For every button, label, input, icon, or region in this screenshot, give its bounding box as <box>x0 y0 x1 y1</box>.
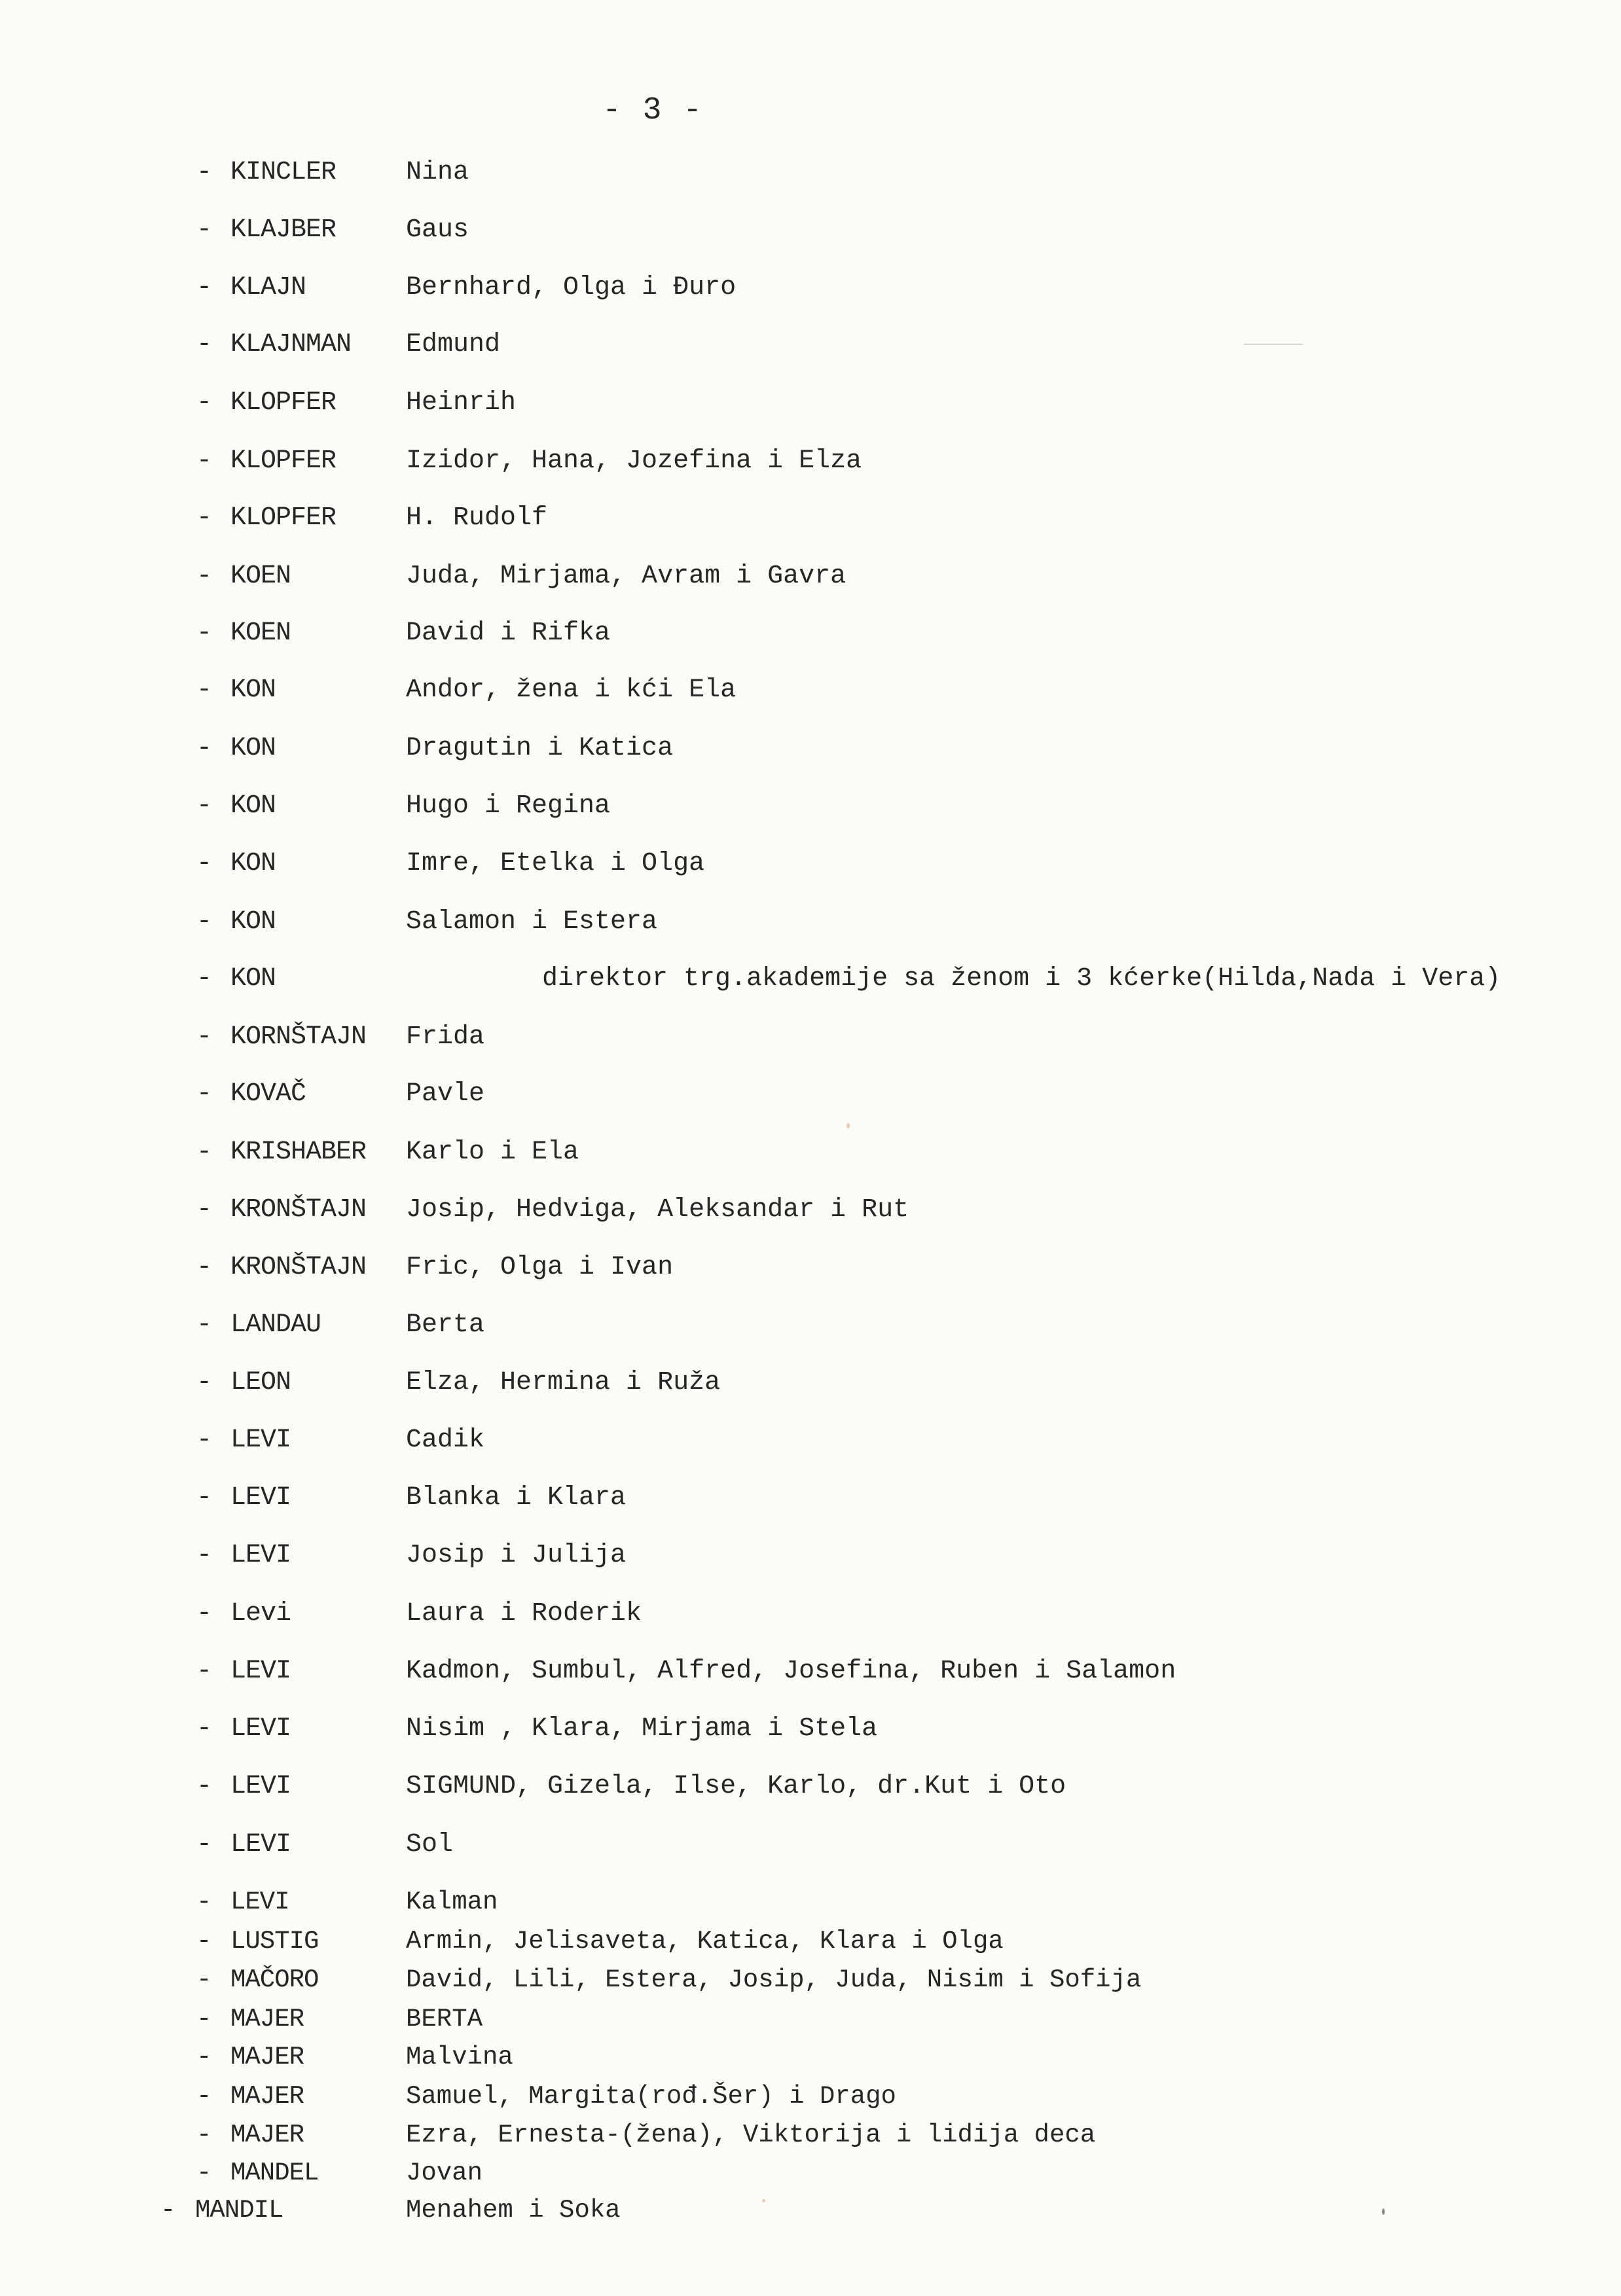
surname: LEVI <box>230 1830 291 1859</box>
given-names: Andor, žena i kći Ela <box>406 675 737 705</box>
list-item <box>196 1825 1597 1865</box>
surname: MAJER <box>230 2121 304 2149</box>
surname: LANDAU <box>230 1310 321 1340</box>
surname: KLOPFER <box>230 503 337 533</box>
bullet-dash: - <box>196 1195 213 1225</box>
list-item <box>196 1964 1597 1996</box>
given-names: Ezra, Ernesta-(žena), Viktorija i lidija deca <box>406 2121 1096 2149</box>
bullet-dash: - <box>196 1079 213 1109</box>
list-item <box>196 2119 1597 2151</box>
surname: KLAJN <box>230 273 306 302</box>
given-names: Malvina <box>406 2043 513 2072</box>
surname: MANDIL <box>195 2196 283 2225</box>
given-names: Karlo i Ela <box>406 1138 579 1167</box>
surname: KLAJNMAN <box>230 330 352 359</box>
list-item <box>196 268 1597 308</box>
surname: LEVI <box>230 1888 289 1916</box>
surname: KON <box>230 675 276 705</box>
list-item <box>196 384 1597 423</box>
surname: LEVI <box>230 1483 291 1513</box>
list-item <box>196 499 1597 538</box>
list-item <box>196 614 1597 653</box>
given-names: Salamon i Estera <box>406 907 658 937</box>
surname: MAJER <box>230 2082 304 2111</box>
page-number: - 3 - <box>602 93 704 128</box>
bullet-dash: - <box>196 1310 213 1340</box>
list-item <box>196 1886 1597 1918</box>
surname: KRONŠTAJN <box>230 1253 367 1282</box>
list-item <box>196 1133 1597 1172</box>
stain-mark <box>762 2199 765 2202</box>
given-names: David, Lili, Estera, Josip, Juda, Nisim i Sofija <box>406 1965 1142 1994</box>
surname: KORNŠTAJN <box>230 1022 367 1052</box>
given-names: Menahem i Soka <box>406 2196 621 2225</box>
list-item <box>196 1363 1597 1403</box>
given-names: Cadik <box>406 1426 485 1455</box>
bullet-dash: - <box>196 215 213 245</box>
list-item <box>196 557 1597 596</box>
bullet-dash: - <box>196 1022 213 1052</box>
surname: MAJER <box>230 2005 304 2034</box>
given-names: Hugo i Regina <box>406 791 611 821</box>
bullet-dash: - <box>196 1714 213 1744</box>
bullet-dash: - <box>196 273 213 302</box>
surname: LEVI <box>230 1426 291 1455</box>
given-names: Samuel, Margita(rođ.Šer) i Drago <box>406 2082 896 2111</box>
list-item <box>196 1191 1597 1230</box>
surname: KLOPFER <box>230 446 337 476</box>
bullet-dash: - <box>160 2196 176 2225</box>
surname: KON <box>230 964 276 994</box>
bullet-dash: - <box>196 2121 212 2149</box>
given-names: Edmund <box>406 330 501 359</box>
bullet-dash: - <box>196 1927 212 1956</box>
bullet-dash: - <box>196 1426 213 1455</box>
stain-mark <box>847 1123 850 1128</box>
given-names: David i Rifka <box>406 619 611 648</box>
list-item <box>196 844 1597 884</box>
given-names: BERTA <box>406 2005 483 2034</box>
surname: LEVI <box>230 1714 291 1744</box>
surname: LEON <box>230 1368 291 1397</box>
given-names: Kalman <box>406 1888 498 1916</box>
surname: KON <box>230 907 276 937</box>
list-item <box>196 1652 1597 1691</box>
given-names: Fric, Olga i Ivan <box>406 1253 674 1282</box>
bullet-dash: - <box>196 2005 212 2034</box>
given-names: Heinrih <box>406 388 517 418</box>
given-names: Josip, Hedviga, Aleksandar i Rut <box>406 1195 909 1225</box>
surname: Levi <box>230 1599 291 1628</box>
surname: KON <box>230 791 276 821</box>
surname: LUSTIG <box>230 1927 319 1956</box>
bullet-dash: - <box>196 2159 212 2187</box>
list-item <box>196 1248 1597 1287</box>
surname: KON <box>230 734 276 763</box>
given-names: Pavle <box>406 1079 485 1109</box>
given-names: Jovan <box>406 2159 483 2187</box>
bullet-dash: - <box>196 330 213 359</box>
given-names: Laura i Roderik <box>406 1599 642 1628</box>
list-item <box>196 1925 1597 1958</box>
bullet-dash: - <box>196 1253 213 1282</box>
surname: LEVI <box>230 1772 291 1801</box>
list-item <box>196 960 1597 999</box>
bullet-dash: - <box>196 675 213 705</box>
surname: KLOPFER <box>230 388 337 418</box>
list-item <box>196 211 1597 250</box>
list-item <box>196 2157 1597 2189</box>
bullet-dash: - <box>196 1772 213 1801</box>
list-item <box>196 1018 1597 1057</box>
given-names: Sol <box>406 1830 454 1859</box>
list-item <box>196 2041 1597 2073</box>
list-item <box>196 2080 1597 2113</box>
given-names: Berta <box>406 1310 485 1340</box>
list-item <box>196 787 1597 826</box>
list-item <box>196 1075 1597 1114</box>
given-names: Armin, Jelisaveta, Katica, Klara i Olga <box>406 1927 1004 1956</box>
bullet-dash: - <box>196 2082 212 2111</box>
list-item <box>196 1767 1597 1806</box>
surname: KRISHABER <box>230 1138 367 1167</box>
surname: KOEN <box>230 562 291 591</box>
list-item <box>196 903 1597 942</box>
surname: KON <box>230 849 276 878</box>
given-names: H. Rudolf <box>406 503 548 533</box>
bullet-dash: - <box>196 619 213 648</box>
list-item <box>196 1479 1597 1518</box>
surname: MAČORO <box>230 1965 319 1994</box>
bullet-dash: - <box>196 1830 213 1859</box>
given-names: Dragutin i Katica <box>406 734 674 763</box>
list-item <box>196 729 1597 768</box>
bullet-dash: - <box>196 1541 213 1570</box>
given-names: Juda, Mirjama, Avram i Gavra <box>406 562 847 591</box>
surname: MANDEL <box>230 2159 319 2187</box>
surname: KOEN <box>230 619 291 648</box>
bullet-dash: - <box>196 1657 213 1686</box>
list-item <box>196 1710 1597 1749</box>
bullet-dash: - <box>196 446 213 476</box>
surname: KINCLER <box>230 158 337 187</box>
list-item <box>196 1536 1597 1575</box>
surname: LEVI <box>230 1657 291 1686</box>
list-item <box>196 671 1597 710</box>
bullet-dash: - <box>196 2043 212 2072</box>
surname: KRONŠTAJN <box>230 1195 367 1225</box>
bullet-dash: - <box>196 562 213 591</box>
surname: KOVAČ <box>230 1079 306 1109</box>
given-names: Elza, Hermina i Ruža <box>406 1368 721 1397</box>
given-names: Nina <box>406 158 469 187</box>
list-item <box>160 2194 1597 2227</box>
surname: LEVI <box>230 1541 291 1570</box>
bullet-dash: - <box>196 1368 213 1397</box>
bullet-dash: - <box>196 964 213 994</box>
list-item <box>196 153 1597 192</box>
list-item <box>196 1421 1597 1460</box>
surname: KLAJBER <box>230 215 337 245</box>
bullet-dash: - <box>196 849 213 878</box>
surname: MAJER <box>230 2043 304 2072</box>
bullet-dash: - <box>196 1888 212 1916</box>
stain-mark <box>1382 2208 1385 2215</box>
bullet-dash: - <box>196 1138 213 1167</box>
given-names: direktor trg.akademije sa ženom i 3 kćerke(Hilda,Nada i Vera) <box>542 964 1501 994</box>
list-item <box>196 1306 1597 1345</box>
bullet-dash: - <box>196 734 213 763</box>
bullet-dash: - <box>196 791 213 821</box>
bullet-dash: - <box>196 158 213 187</box>
list-item <box>196 2003 1597 2036</box>
bullet-dash: - <box>196 1965 212 1994</box>
bullet-dash: - <box>196 388 213 418</box>
bullet-dash: - <box>196 1483 213 1513</box>
bullet-dash: - <box>196 907 213 937</box>
bullet-dash: - <box>196 503 213 533</box>
given-names: Kadmon, Sumbul, Alfred, Josefina, Ruben i Salamon <box>406 1657 1176 1686</box>
bullet-dash: - <box>196 1599 213 1628</box>
list-item <box>196 325 1597 365</box>
given-names: Gaus <box>406 215 469 245</box>
given-names: Josip i Julija <box>406 1541 627 1570</box>
given-names: SIGMUND, Gizela, Ilse, Karlo, dr.Kut i Oto <box>406 1772 1066 1801</box>
given-names: Nisim , Klara, Mirjama i Stela <box>406 1714 878 1744</box>
given-names: Izidor, Hana, Jozefina i Elza <box>406 446 862 476</box>
list-item <box>196 442 1597 481</box>
given-names: Imre, Etelka i Olga <box>406 849 705 878</box>
given-names: Frida <box>406 1022 485 1052</box>
list-item <box>196 1594 1597 1634</box>
given-names: Blanka i Klara <box>406 1483 627 1513</box>
given-names: Bernhard, Olga i Đuro <box>406 273 737 302</box>
